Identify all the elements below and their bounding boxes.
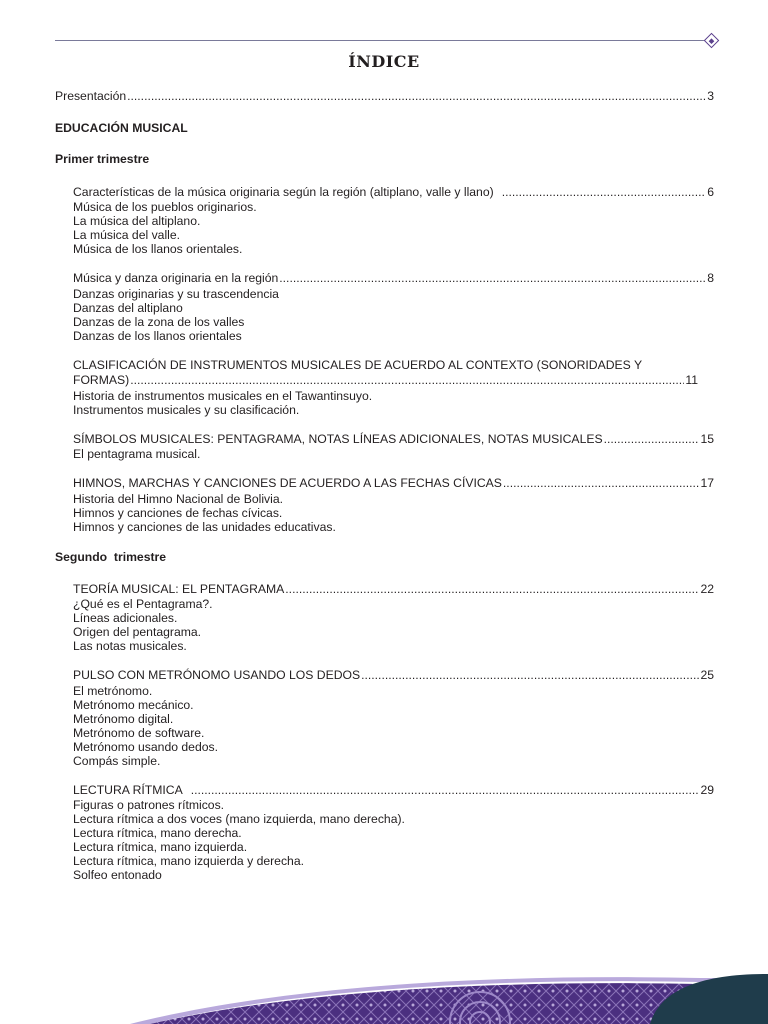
toc-topic: [73, 783, 714, 883]
toc-entry[interactable]: [73, 185, 714, 201]
toc-sub-item: Metrónomo de software.: [73, 725, 205, 740]
toc-topic: [73, 432, 714, 462]
toc-sub-item: Danzas de la zona de los valles: [73, 314, 245, 329]
toc-page-number: 8: [707, 271, 714, 285]
toc-entry[interactable]: [73, 476, 714, 492]
toc-sub-item: Las notas musicales.: [73, 639, 187, 653]
table-of-contents: [55, 89, 714, 882]
toc-sub-item: Lectura rítmica a dos voces (mano izquierda, mano derecha).: [73, 812, 405, 826]
diamond-ornament-icon: [704, 33, 720, 49]
toc-entry-presentation[interactable]: [55, 89, 714, 105]
toc-sub-item: Instrumentos musicales y su clasificación.: [73, 402, 300, 417]
toc-entry-label: CLASIFICACIÓN DE INSTRUMENTOS MUSICALES DE ACUERDO AL CONTEXTO (SONORIDADES Y: [73, 357, 643, 372]
toc-page-number: 6: [707, 184, 714, 199]
toc-sub-item: Historia de instrumentos musicales en el Tawantinsuyo.: [73, 388, 373, 403]
trimester-heading: Segundo trimestre: [55, 549, 167, 564]
toc-sub-item: Himnos y canciones de las unidades educativas.: [73, 519, 336, 534]
toc-topic: [73, 476, 714, 534]
toc-entry[interactable]: [73, 668, 714, 684]
toc-entry[interactable]: [73, 373, 714, 389]
leader-dots: [503, 476, 700, 492]
leader-dots: [604, 432, 700, 448]
toc-sub-item: El metrónomo.: [73, 683, 153, 698]
leader-dots: [502, 185, 707, 201]
toc-sub-item: Danzas originarias y su trascendencia: [73, 286, 279, 301]
toc-sub-item: Música de los llanos orientales.: [73, 242, 243, 256]
toc-sub-item: Lectura rítmica, mano derecha.: [73, 826, 242, 840]
toc-sub-item: El pentagrama musical.: [73, 447, 201, 461]
leader-dots: [127, 89, 706, 105]
toc-page-number: 29: [700, 782, 714, 797]
toc-entry[interactable]: [73, 783, 714, 799]
leader-dots: [130, 373, 684, 389]
toc-sub-item: Historia del Himno Nacional de Bolivia.: [73, 491, 283, 506]
toc-sub-item: La música del valle.: [73, 228, 181, 242]
toc-entry-label: Características de la música originaria según la región (altiplano, valle y llano): [73, 184, 494, 199]
toc-sub-item: Compás simple.: [73, 753, 161, 768]
toc-sub-item: Lectura rítmica, mano izquierda.: [73, 840, 248, 854]
leader-dots: [285, 582, 699, 598]
toc-page-number: 3: [707, 89, 714, 103]
toc-sub-item: Metrónomo digital.: [73, 711, 174, 726]
toc-topic: [73, 358, 714, 417]
decorative-wave-pattern: [0, 970, 768, 1024]
toc-page-number: 15: [700, 431, 714, 446]
toc-topic: [73, 271, 714, 343]
toc-page-number: 25: [700, 668, 714, 682]
toc-page-number: 22: [700, 581, 714, 596]
toc-sub-item: Figuras o patrones rítmicos.: [73, 798, 225, 812]
toc-page-number: 11: [685, 373, 698, 387]
toc-sub-item: Líneas adicionales.: [73, 611, 178, 625]
toc-sub-item: Himnos y canciones de fechas cívicas.: [73, 505, 283, 520]
toc-topic: [73, 185, 714, 257]
toc-entry-label: Presentación: [55, 89, 127, 103]
toc-entry-label: SÍMBOLOS MUSICALES: PENTAGRAMA, NOTAS LÍNEAS ADICIONALES, NOTAS MUSICALES: [73, 431, 603, 446]
toc-sub-item: Origen del pentagrama.: [73, 625, 202, 639]
toc-sub-item: Danzas del altiplano: [73, 300, 183, 315]
toc-entry-label: PULSO CON METRÓNOMO USANDO LOS DEDOS: [73, 668, 361, 682]
toc-entry-label: LECTURA RÍTMICA: [73, 782, 183, 797]
leader-dots: [361, 668, 699, 684]
toc-topic: [73, 582, 714, 654]
toc-sub-item: Metrónomo mecánico.: [73, 697, 194, 712]
header-rule: [55, 40, 705, 41]
toc-entry-label: TEORÍA MUSICAL: EL PENTAGRAMA: [73, 581, 285, 596]
page-title: ÍNDICE: [348, 52, 420, 71]
toc-topic: [73, 668, 714, 768]
toc-page-number: 17: [700, 476, 714, 490]
trimester-heading: Primer trimestre: [55, 151, 150, 166]
toc-sub-item: Danzas de los llanos orientales: [73, 328, 242, 343]
toc-entry-label: Música y danza originaria en la región: [73, 271, 279, 285]
toc-sub-item: ¿Qué es el Pentagrama?.: [73, 597, 213, 611]
toc-sub-item: Música de los pueblos originarios.: [73, 200, 257, 214]
section-heading: EDUCACIÓN MUSICAL: [55, 120, 188, 135]
toc-sub-item: Metrónomo usando dedos.: [73, 739, 218, 754]
toc-entry[interactable]: [73, 432, 714, 448]
toc-sub-item: Solfeo entonado: [73, 868, 162, 882]
leader-dots: [279, 271, 706, 287]
toc-entry[interactable]: [73, 271, 714, 287]
toc-entry-label-continued: FORMAS): [73, 373, 130, 387]
toc-sub-item: La música del altiplano.: [73, 214, 201, 228]
toc-entry[interactable]: [73, 582, 714, 598]
leader-dots: [191, 783, 700, 799]
toc-sub-item: Lectura rítmica, mano izquierda y derecha.: [73, 854, 304, 868]
toc-entry-label: HIMNOS, MARCHAS Y CANCIONES DE ACUERDO A LAS FECHAS CÍVICAS: [73, 476, 502, 490]
